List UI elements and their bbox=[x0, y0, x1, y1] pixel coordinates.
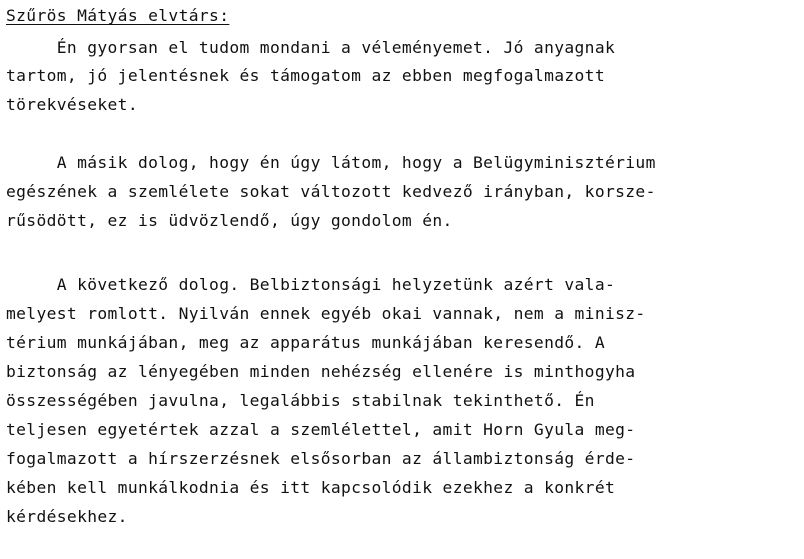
text-line: tartom, jó jelentésnek és támogatom az ebben megfogalmazott bbox=[6, 66, 605, 85]
text-line: kérdésekhez. bbox=[6, 507, 128, 526]
text-line: törekvéseket. bbox=[6, 95, 138, 114]
text-line: teljesen egyetértek azzal a szemlélettel, amit Horn Gyula meg- bbox=[6, 420, 636, 439]
speaker-heading: Szűrös Mátyás elvtárs: bbox=[6, 6, 230, 25]
text-line: rűsödött, ez is üdvözlendő, úgy gondolom én. bbox=[6, 211, 453, 230]
text-line: melyest romlott. Nyilván ennek egyéb okai vannak, nem a minisz- bbox=[6, 304, 646, 323]
text-line: biztonság az lényegében minden nehézség ellenére is minthogyha bbox=[6, 362, 636, 381]
text-line: A következő dolog. Belbiztonsági helyzetünk azért vala- bbox=[6, 275, 616, 294]
text-line: kében kell munkálkodnia és itt kapcsolódik ezekhez a konkrét bbox=[6, 478, 616, 497]
text-line: összességében javulna, legalábbis stabilnak tekinthető. Én bbox=[6, 391, 595, 410]
text-line: A másik dolog, hogy én úgy látom, hogy a Belügyminisztérium bbox=[6, 153, 656, 172]
text-line: fogalmazott a hírszerzésnek elsősorban az állambiztonság érde- bbox=[6, 449, 636, 468]
text-line: egészének a szemlélete sokat változott kedvező irányban, korsze- bbox=[6, 182, 656, 201]
text-line: térium munkájában, meg az apparátus munkájában keresendő. A bbox=[6, 333, 605, 352]
text-line: Én gyorsan el tudom mondani a véleményemet. Jó anyagnak bbox=[6, 38, 616, 57]
